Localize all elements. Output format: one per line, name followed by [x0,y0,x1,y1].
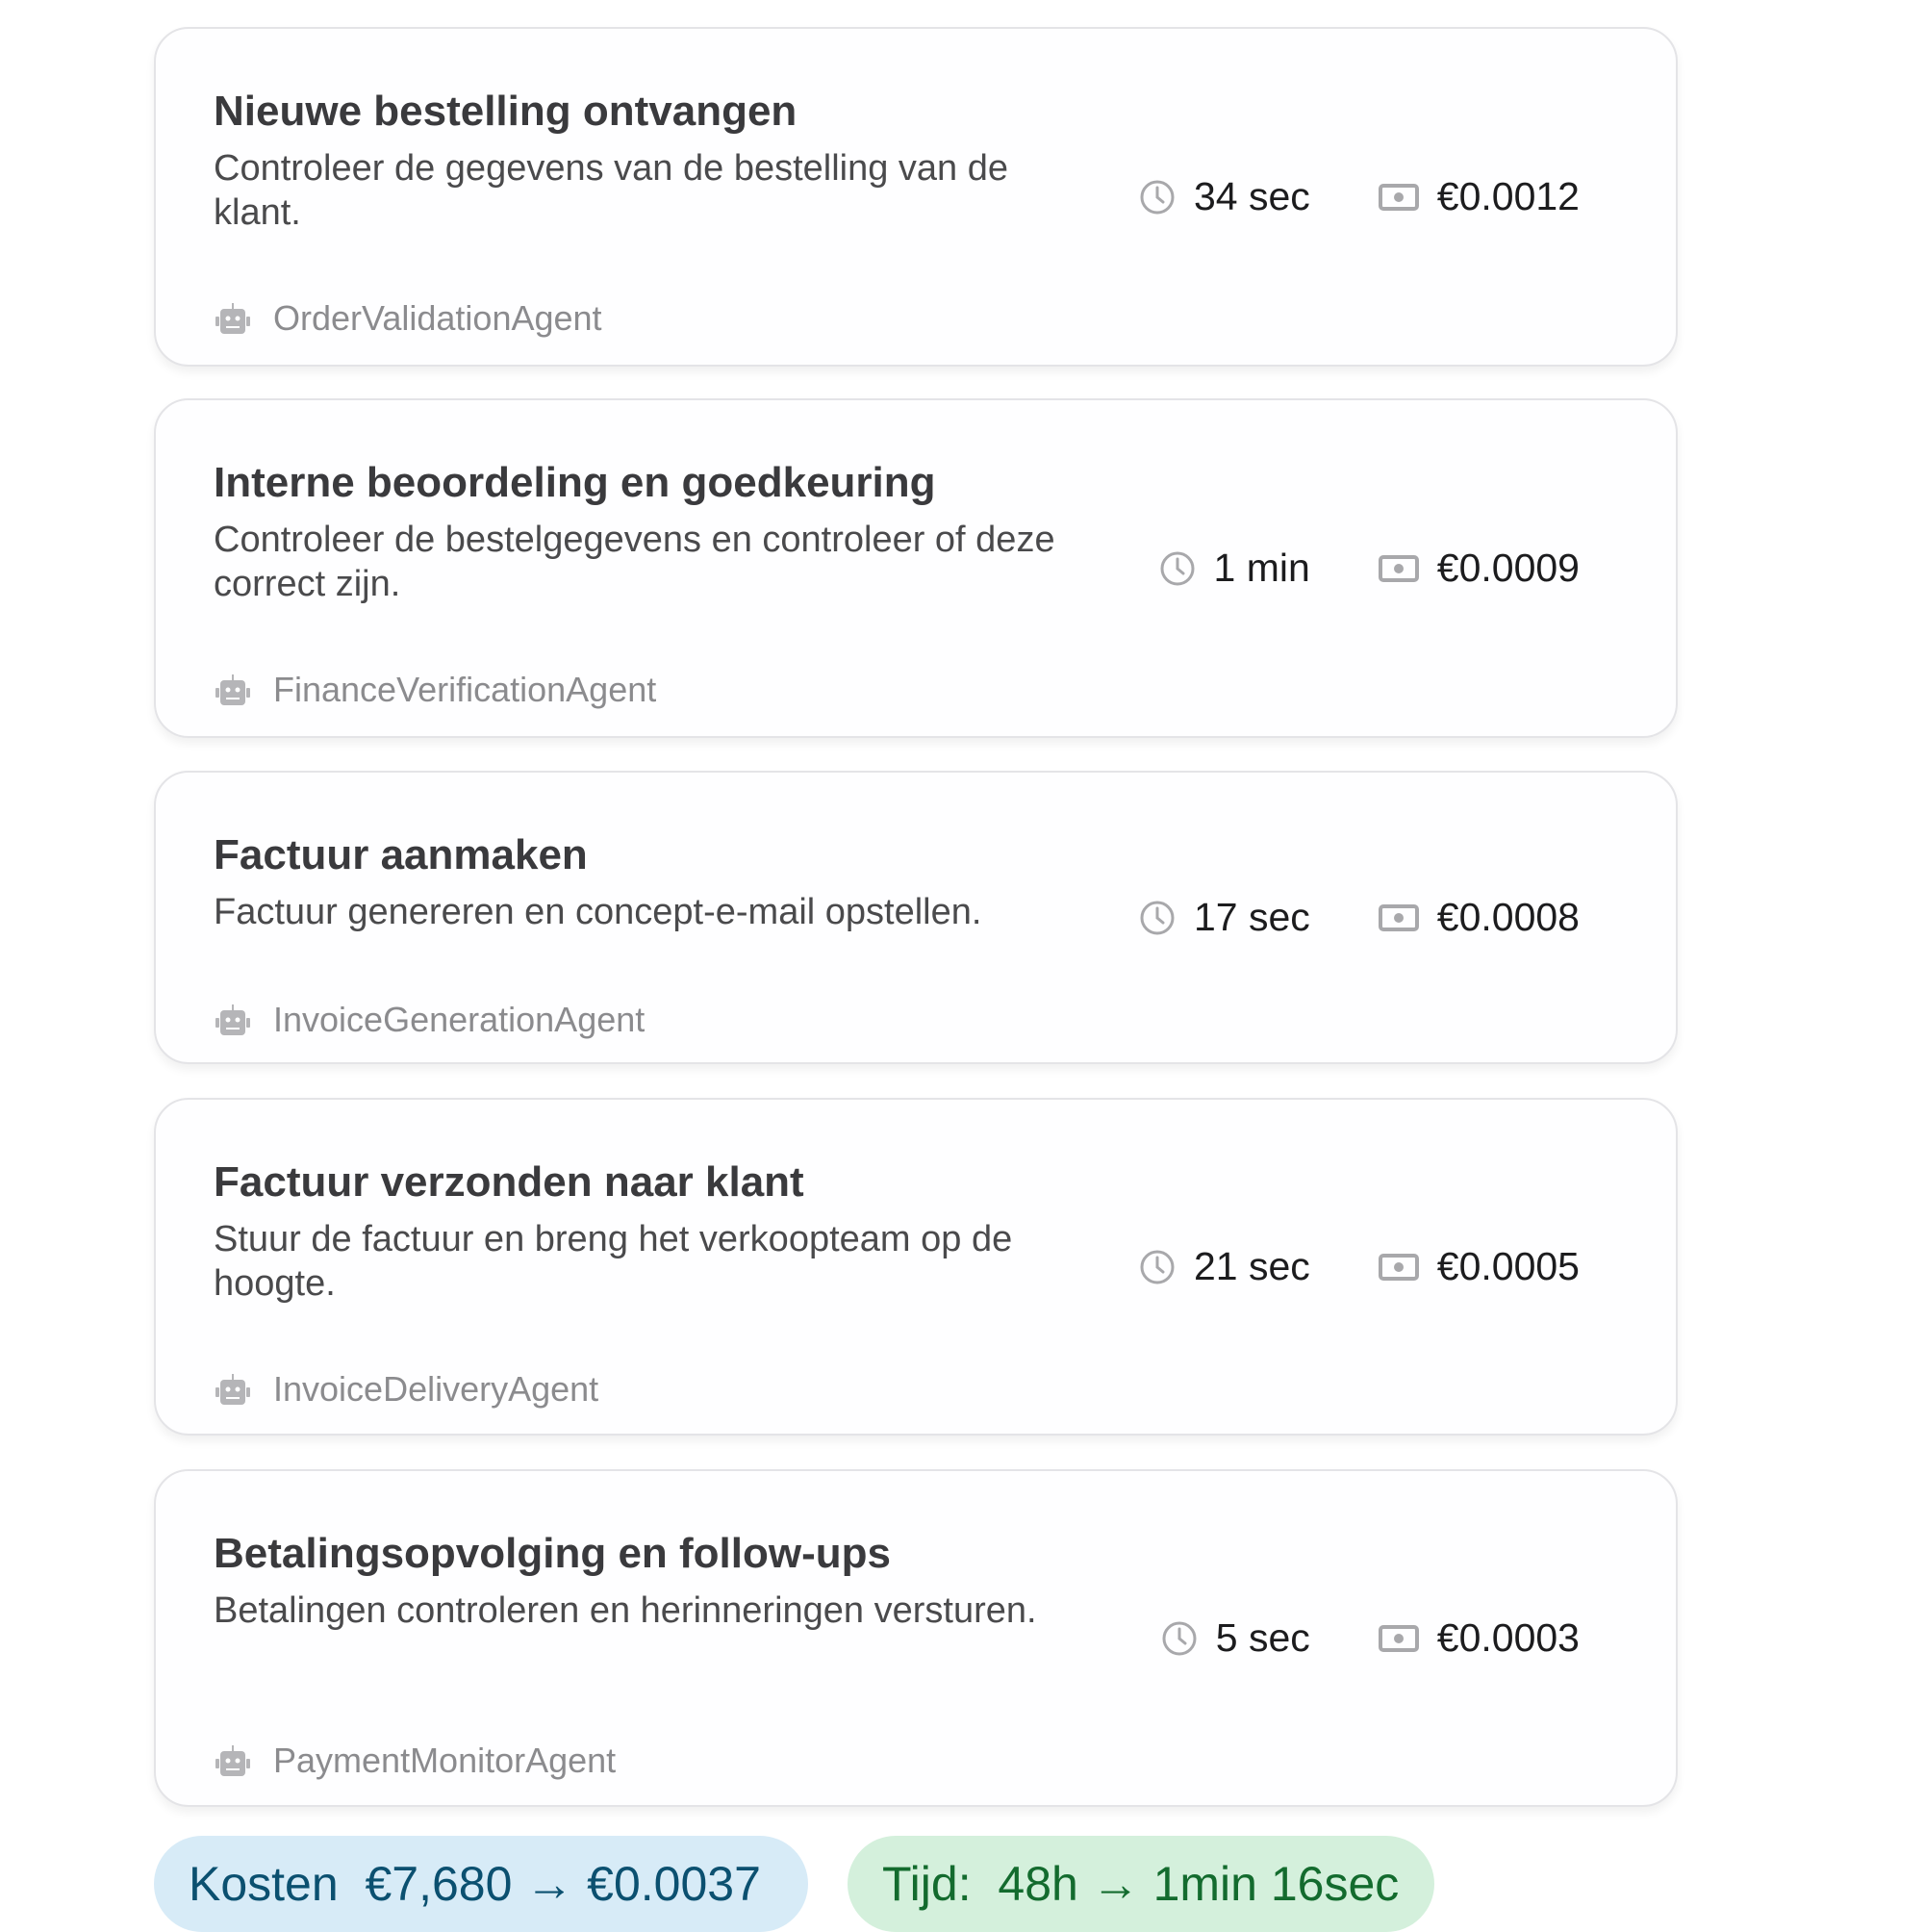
agent-label [214,1000,645,1040]
robot-icon [214,301,252,336]
money-icon [1378,1622,1420,1655]
clock-icon [1160,1619,1199,1658]
step-description: Controleer de gegevens van de bestelling van de klant. [214,148,1009,233]
duration-value: 17 sec [1193,895,1310,939]
step-description: Factuur genereren en concept-e-mail opstellen. [214,892,982,932]
agent-label [214,298,602,339]
cost-metric [1378,174,1580,219]
time-summary-badge [848,1836,1434,1932]
robot-icon [214,1743,252,1778]
duration-value: 1 min [1213,546,1310,590]
robot-icon [214,1003,252,1037]
workflow-step-card [154,771,1678,1064]
cost-metric [1378,546,1580,591]
agent-label [214,670,656,710]
step-title: Betalingsopvolging en follow-ups [214,1530,891,1577]
cost-value: €0.0009 [1436,546,1580,590]
agent-name: OrderValidationAgent [273,298,602,338]
agent-name: FinanceVerificationAgent [273,670,657,709]
agent-name: InvoiceGenerationAgent [273,1000,646,1039]
agent-name: InvoiceDeliveryAgent [273,1369,599,1409]
step-title: Nieuwe bestelling ontvangen [214,88,797,135]
step-title: Factuur verzonden naar klant [214,1158,804,1206]
cost-value: €0.0012 [1436,174,1580,218]
duration-value: 5 sec [1215,1615,1310,1660]
step-title: Interne beoordeling en goedkeuring [214,459,936,506]
agent-name: PaymentMonitorAgent [273,1741,617,1780]
cost-value: €0.0005 [1436,1244,1580,1288]
duration-value: 34 sec [1193,174,1310,218]
money-icon [1378,552,1420,585]
duration-metric [1138,174,1310,219]
cost-value: €0.0008 [1436,895,1580,939]
money-icon [1378,1251,1420,1284]
cost-metric [1378,1615,1580,1661]
clock-icon [1138,178,1177,216]
workflow-step-card [154,398,1678,738]
step-description: Controleer de bestelgegevens en controleer of deze correct zijn. [214,520,1055,604]
workflow-step-card [154,27,1678,367]
time-summary-text: Tijd: 48h → 1min 16sec [882,1857,1400,1911]
clock-icon [1138,1248,1177,1286]
cost-summary-badge [154,1836,808,1932]
cost-metric [1378,895,1580,940]
cost-summary-text: Kosten €7,680 → €0.0037 [189,1857,761,1911]
duration-value: 21 sec [1193,1244,1310,1288]
agent-label [214,1369,598,1410]
duration-metric [1138,1244,1310,1289]
cost-value: €0.0003 [1436,1615,1580,1660]
money-icon [1378,181,1420,214]
step-description: Stuur de factuur en breng het verkoopteam op de hoogte. [214,1219,1013,1304]
cost-metric [1378,1244,1580,1289]
workflow-step-card [154,1469,1678,1807]
step-description: Betalingen controleren en herinneringen versturen. [214,1590,1037,1631]
robot-icon [214,673,252,707]
agent-label [214,1741,616,1781]
robot-icon [214,1372,252,1407]
money-icon [1378,902,1420,934]
step-title: Factuur aanmaken [214,831,588,878]
clock-icon [1158,549,1197,588]
workflow-step-card [154,1098,1678,1436]
duration-metric [1138,895,1310,940]
duration-metric [1160,1615,1310,1661]
duration-metric [1158,546,1310,591]
clock-icon [1138,899,1177,937]
